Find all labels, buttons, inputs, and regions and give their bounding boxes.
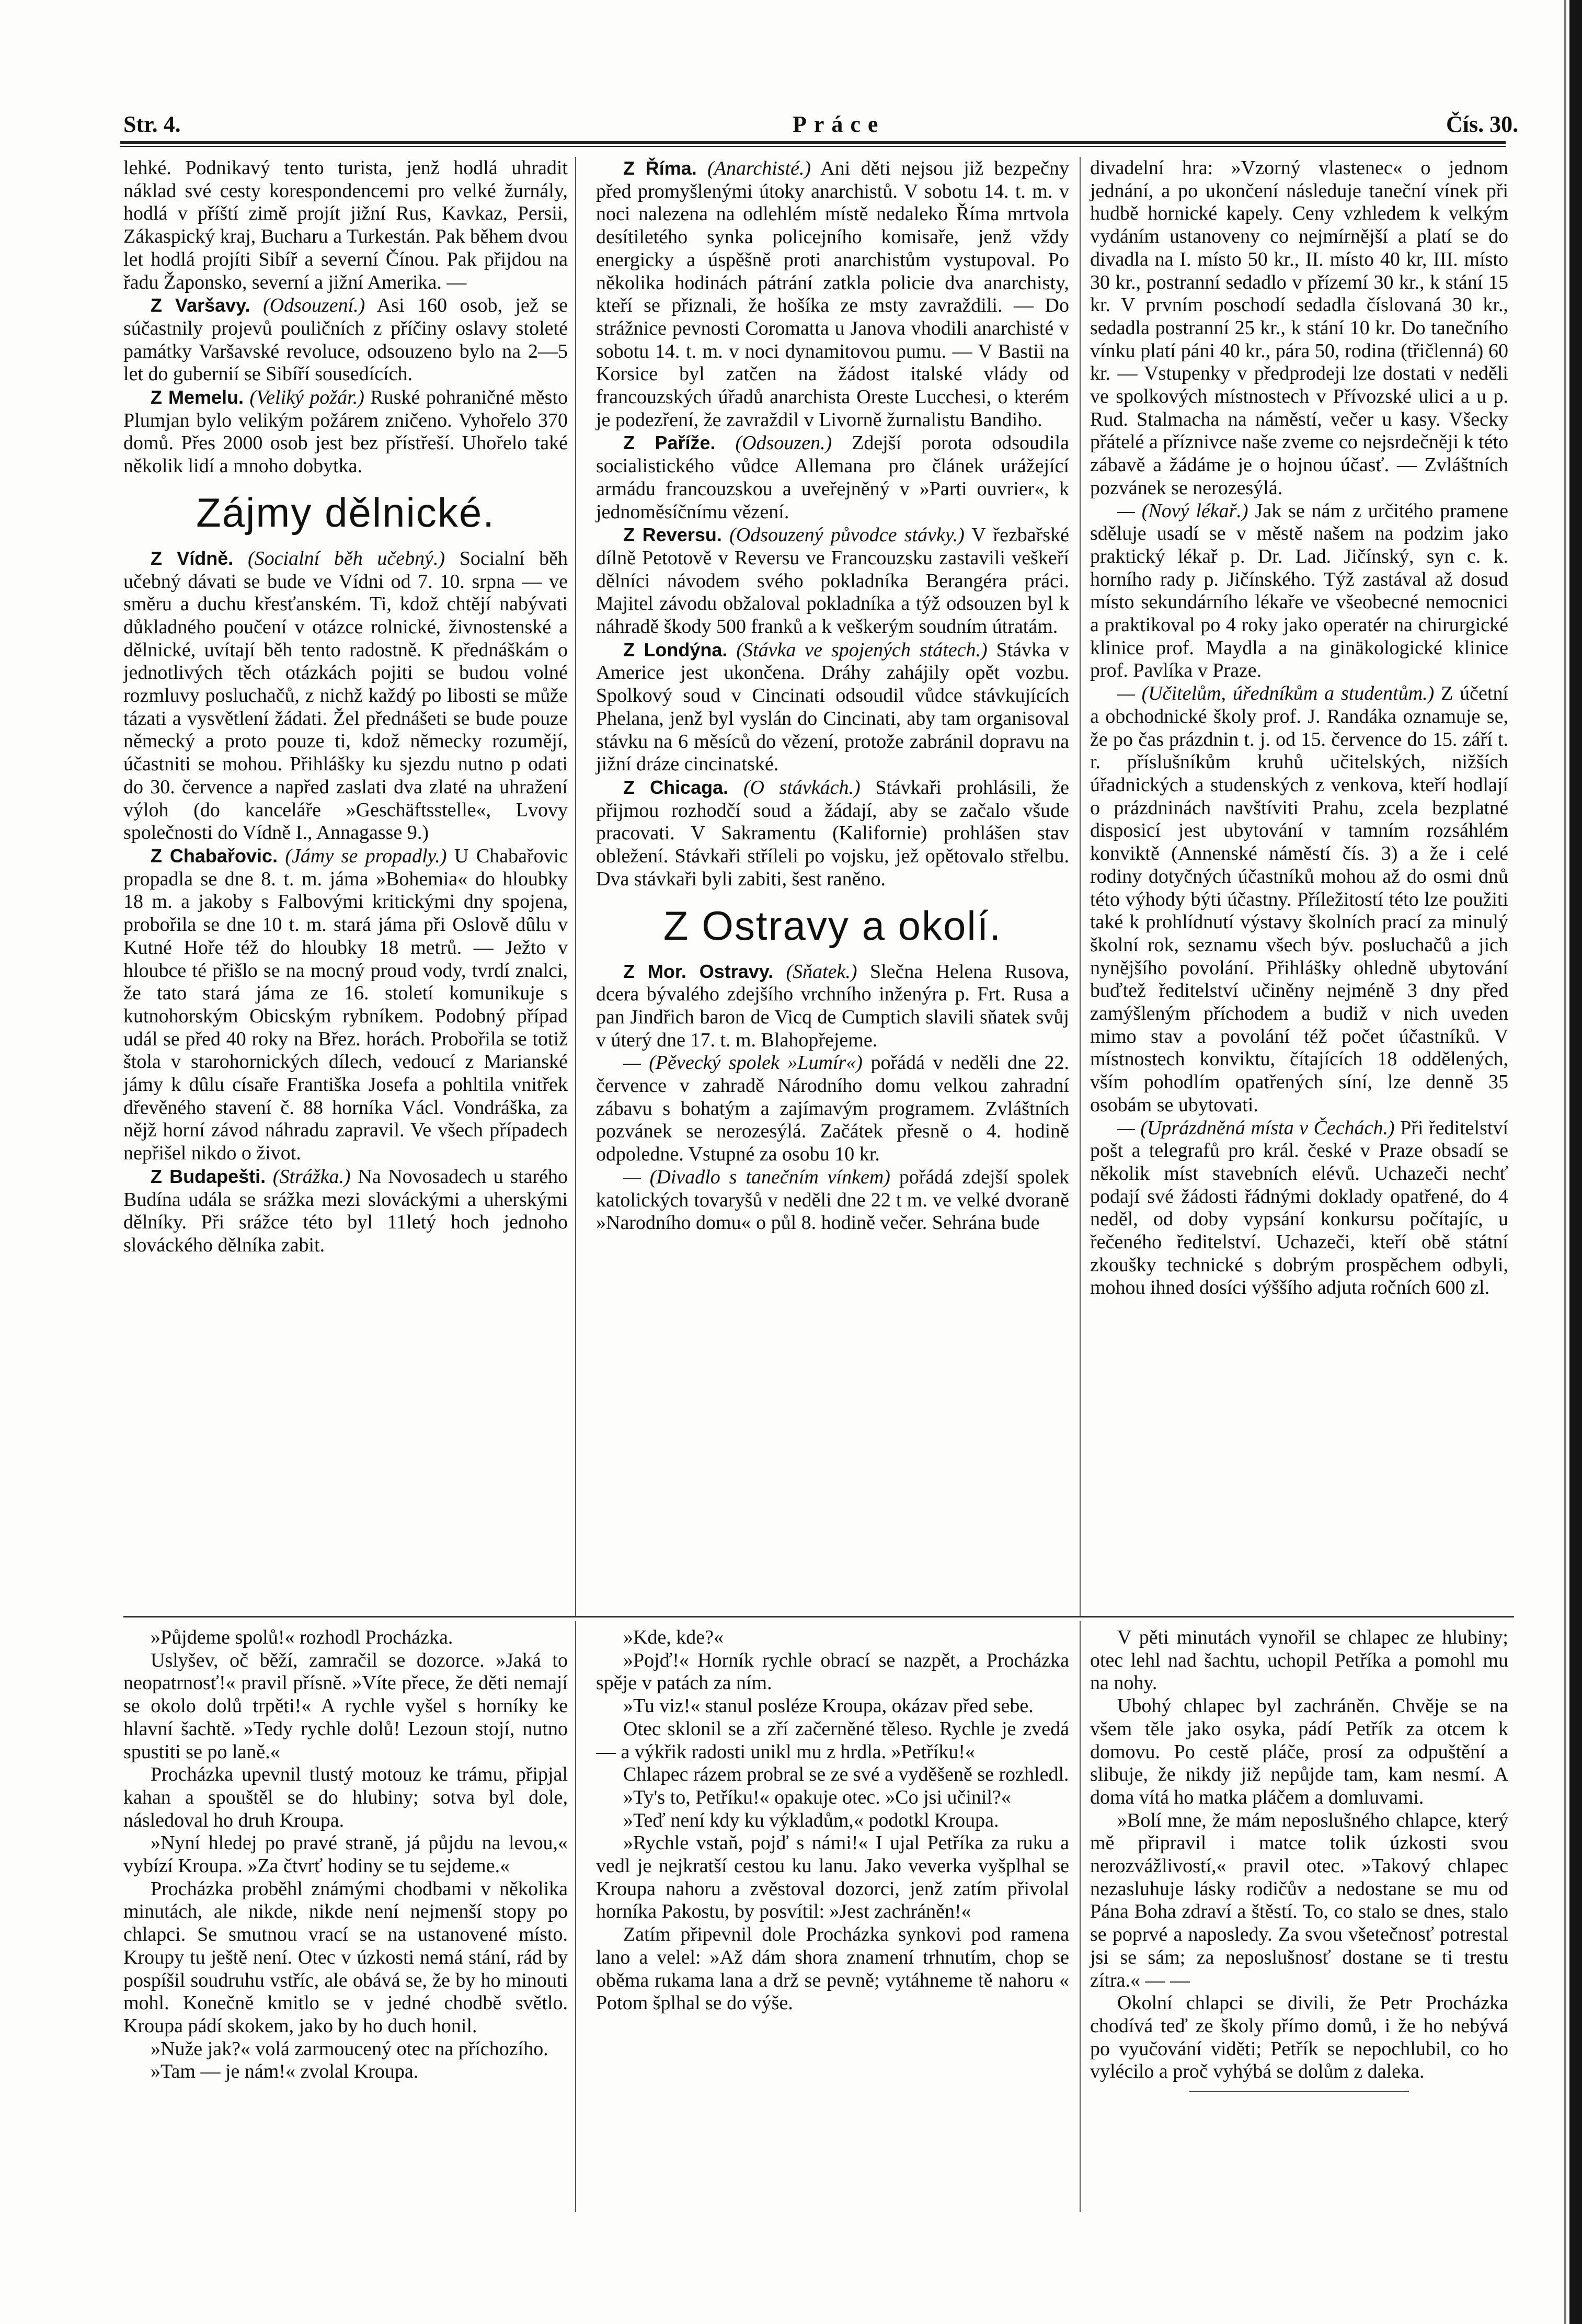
dateline: Z Londýna.: [623, 639, 728, 660]
article-subtitle: (Socialní běh učebný.): [247, 547, 445, 569]
article: [1090, 682, 1508, 1117]
article-text: Z účetní a obchodnické školy prof. J. Randáka oznamuje se, že po čas prázdnin t. j. od 15. července do 15. září t. r. příslušníkům kruhů učitelských, nižších úřadnických a studenských z venkova, kteří hodlají o prázdninách navštíviti Prahu, zcela bezplatné disposicí jest ubytování v tamním rozsáhlém konviktě (Annenské náměstí čís. 3) a že i celé rodiny dotyčných účastníků mohou až do osmi dnů této výhody býti účastny. Příležitostí této lze použiti také k prohlídnutí výstavy školních prací za minulý školní rok, seznamu všech býv. posluchačů a jich nynějšího povolání. Přihlášky ohledně ubytování buďtež ředitelství učiněny nejméně 3 dny před zamýšleným příchodem a budiž v nich uveden mimo stav a povolání též počet účastníků. V místnostech konviktu, čítajících 18 oddělených, vším pohodlím opatřených síní, lze denně 35 osobám se ubytovati.: [1090, 682, 1509, 1116]
article-text: Jak se nám z určitého pramene sděluje usadí se v městě našem na podzim jako praktický lékař p. Dr. Lad. Jičínský, syn c. k. horního rady p. Jičínského. Týž zastával až dosud místo sekundárního lékaře ve všeobecné nemocnici a praktikoval po 4 roky jako operatér na chirurgické klinice prof. Maydla a na ginäkologické klinice prof. Pavlíka v Praze.: [1090, 499, 1508, 682]
story-paragraph: »Nyní hledej po pravé straně, já půjdu na levou,« vybízí Kroupa. »Za čtvrť hodiny se tu sejdeme.«: [123, 1832, 568, 1877]
page-header: [123, 111, 1582, 142]
section-heading-labor: Zájmy dělnické.: [196, 489, 495, 536]
article-subtitle: — (Divadlo s tanečním vínkem): [623, 1166, 890, 1188]
article-text: lehké. Podnikavý tento turista, jenž hodlá uhradit náklad své cesty korespondencemi pro velké žurnály, hodlá v příští zimě projít jižní Rus, Kavkaz, Persii, Zákaspický kraj, Bucharu a Turkestán. Pak během dvou let hodlá projíti Sibíř a severní Čínou. Pak přijdou na řadu Žaponsko, severní a jižní Amerika. —: [123, 157, 568, 293]
story-column-2: [596, 1626, 1069, 2212]
feuilleton-rule: [123, 1616, 1514, 1617]
article-text: pořádá v neděli dne 22. července v zahradě Národního domu velkou zahradní zábavu s bohatým a zajímavým programem. Zvláštních pozvánek se nerozesýlá. Začátek přesně o 4. hodině odpoledne. Vstupné za osobu 10 kr.: [596, 1052, 1069, 1166]
column-divider: [1080, 1621, 1081, 2212]
article-subtitle: (Odsouzení.): [263, 294, 365, 317]
article: [123, 294, 568, 386]
column-2: [596, 157, 1069, 1611]
article-subtitle: (Veliký požár.): [249, 386, 364, 409]
story-paragraph: Ubohý chlapec byl zachráněn. Chvěje se na všem těle jako osyka, pádí Petřík za otcem k domovu. Po cestě pláče, prosí za odpuštění a slibuje, že nikdy již nepůjde tam, kam nesmí. A doma vítá ho matka pláčem a domluvami.: [1090, 1695, 1508, 1808]
article-text: Socialní běh učebný dávati se bude ve Vídni od 7. 10. srpna — ve směru a duchu křesťanském. Ti, kdož chtějí nabývati důkladného poučení v otázce rolnické, živnostenské a dělnické, uvítají běh tento radostně. K přednáškám o jednotlivých těch otázkách pojiti se budou volné rozmluvy posluchačů, z nichž každý po libosti se může tázati a vysvětlení žádati. Žel přednášeti se bude pouze německý a proto pouze ti, kdož německy rozumějí, účastniti se mohou. Přihlášky ku sjezdu nutno p odati do 30. července a napřed zaslati dva zlaté na uhražení výloh (do kanceláře »Geschäftsstelle«, Lvovy společnosti do Vídně I., Annagasse 9.): [123, 547, 568, 844]
article-text: Zdejší porota odsoudila socialistického vůdce Allemana pro článek urážející armádu francouzskou a uveřejněný v »Parti ouvrier«, k jednoměsíčnímu vězení.: [596, 432, 1070, 523]
article-text: Slečna Helena Rusova, dcera bývalého zdejšího vrchního inženýra p. Frt. Rusa a pan Jindřich baron de Vicq de Cumptich slavili sňatek svůj v úterý dne 17. t. m. Blahopřejeme.: [596, 960, 1070, 1051]
article-text: Na Novosadech u starého Budína udála se srážka mezi slováckými a uherskými dělníky. Při srážce této byl 11letý hoch jednoho slováckého dělníka zabit.: [123, 1165, 568, 1256]
story-paragraph: Procházka upevnil tlustý motouz ke trámu, připjal kahan a spouštěl se do hlubiny; sotva byl dole, následoval ho druh Kroupa.: [123, 1763, 568, 1831]
dateline: Z Chabařovic.: [151, 845, 278, 867]
article-subtitle: (Odsouzen.): [735, 432, 832, 454]
article-text: U Chabařovic propadla se dne 8. t. m. jáma »Bohemia« do hloubky 18 m. a jakoby s Falbovými kritickými dny spojena, probořila se dne 10 t. m. stará jáma při Oslově dûlu v Kutné Hoře též do hloubky 18 metrů. — Ježto v hloubce té přišlo se na mocný proud vody, tvrdí znalci, že tato stará jáma ze 16. století komunikuje s kutnohorským Obicským rybníkem. Podobný případ udál se před 40 roky na Břez. horách. Probořila se totiž štola v starohornických dílech, vedoucí z Marianské jámy k dûlu císaře Františka Josefa a pohltila vnitřek dřevěného stavení č. 88 horníka Václ. Vondráška, za nějž horní závod náhradu zapravil. Ve všech případech nepřišel nikdo o život.: [123, 845, 568, 1165]
end-rule: [1189, 2091, 1409, 2092]
story-paragraph: »Tu viz!« stanul posléze Kroupa, okázav před sebe.: [623, 1695, 1034, 1717]
article: [596, 639, 1069, 776]
page-number: Str. 4.: [123, 111, 181, 137]
column-divider: [1080, 157, 1081, 1616]
article-subtitle: (Stávka ve spojených státech.): [736, 639, 988, 661]
article: [596, 960, 1069, 1052]
story-paragraph: Chlapec rázem probral se ze své a vyděšeně se rozhledl.: [623, 1763, 1069, 1786]
column-1: [123, 157, 568, 1611]
story-paragraph: »Teď není kdy ku výkladům,« podotkl Kroupa.: [623, 1809, 999, 1831]
story-paragraph: »Bolí mne, že mám neposlušného chlapce, který mě připravil i matce tolik úzkosti svou nerozvážlivostí,« pravil otec. »Takový chlapec nezasluhuje lásky rodičův a nedostane se mu od Pána Boha zdraví a štěstí. To, co stalo se dnes, stalo se poprvé a naposledy. Za svou všetečnosť potrestal jsi se sám; za neposlušnosť dostane se ti trestu zítra.« — —: [1090, 1809, 1508, 1991]
newspaper-title: Práce: [793, 111, 886, 137]
dateline: Z Memelu.: [151, 386, 244, 408]
story-paragraph: »Kde, kde?«: [623, 1626, 724, 1648]
column-3: [1090, 157, 1508, 1611]
article-subtitle: — (Uprázdněná místa v Čechách.): [1117, 1117, 1395, 1139]
article: [1090, 500, 1508, 683]
article-subtitle: (Anarchisté.): [707, 157, 811, 179]
article: [1090, 1117, 1508, 1300]
dateline: Z Varšavy.: [151, 294, 250, 316]
section-heading-ostrava: Z Ostravy a okolí.: [663, 902, 1002, 949]
article-subtitle: (Sňatek.): [786, 960, 857, 983]
article: [123, 547, 568, 845]
article: [596, 523, 1069, 639]
article: [596, 157, 1069, 431]
story-paragraph: »Půjdeme spolů!« rozhodl Procházka.: [151, 1626, 453, 1648]
article-text: V řezbařské dílně Petotově v Reversu ve Francouzsku zastavili veškeří dělníci návodem svého pokladníka Berangéra práci. Majitel závodu obžaloval pokladníka a týž odsouzen byl k náhradě škody 500 franků a k veškerým soudním útratám.: [596, 524, 1069, 638]
scan-edge: [1564, 0, 1566, 2324]
article-text: Při ředitelství pošt a telegrafů pro král. české v Praze obsadí se několik míst stavebních elévů. Uchazeči nechť podají své žádosti řádnými doklady opatřené, do 4 neděl, od doby vypsání konkursu počítajíc, u řečeného ředitelství. Uchazeči, kteří obě státní zkoušky technické s dobrým prospěchem odbyli, mohou ihned dosíci výššího adjuta ročních 600 zl.: [1090, 1117, 1509, 1299]
story-paragraph: Uslyšev, oč běží, zamračil se dozorce. »Jaká to neopatrnosť!« pravil přísně. »Víte přece, že děti nemají se okolo dolů trpěti!« A rychle vyšel s horníky ke hlavní šachtě. »Tedy rychle dolů! Lezoun stojí, nutno spustiti se po laně.«: [123, 1649, 568, 1763]
dateline: Z Vídně.: [151, 547, 234, 569]
story-paragraph: Okolní chlapci se divili, že Petr Procházka chodívá teď ze školy přímo domů, i že ho nebývá po vyučování viděti; Petřík se nepochlubil, co ho vylécilo a proč vyhýbá se dolům z daleka.: [1090, 1992, 1508, 2083]
story-paragraph: »Nuže jak?« volá zarmoucený otec na příchozího.: [151, 2037, 548, 2060]
story-paragraph: »Rychle vstaň, pojď s námi!« I ujal Petříka za ruku a vedl je nejkratší cestou ku lanu. Jako veverka vyšplhal se Kroupa nahoru a zvěstoval dozorci, jenž zatím přivolal horníka Pakostu, by posvítil: »Jest zachráněn!«: [596, 1832, 1069, 1923]
story-paragraph: »Ty's to, Petříku!« opakuje otec. »Co jsi učinil?«: [623, 1786, 1011, 1808]
article-subtitle: (O stávkách.): [743, 776, 861, 799]
story-paragraph: »Tam — je nám!« zvolal Kroupa.: [151, 2060, 419, 2083]
dateline: Z Chicaga.: [623, 776, 729, 798]
story-column-1: [123, 1626, 568, 2212]
article-text: Stávka v Americe jest ukončena. Dráhy zahájily opět vozbu. Spolkový soud v Cincinati odsoudil vůdce stávkujících Phelana, jenž byl vyslán do Cincinati, aby tam organisoval stávku na 6 měsíců do vězení, protože zabránil dopravu na jižní dráze cincinatské.: [596, 639, 1069, 776]
story-paragraph: Otec sklonil se a zří začerněné těleso. Rychle je zvedá — a výkřik radosti unikl mu z hrdla. »Petříku!«: [596, 1717, 1069, 1763]
dateline: Z Reversu.: [623, 524, 722, 546]
article-text: Ani děti nejsou již bezpečny před promyšlenými útoky anarchistů. V sobotu 14. t. m. v noci nalezena na odlehlém místě nedaleko Říma mrtvola desítiletého synka policejního komisaře, jenž vždy energicky a úspěšně proti anarchistům vystupoval. Po několika hodinách pátrání zatkla policie dva anarchisty, kteří se přiznali, že hošíka ze msty zavraždili. — Do strážnice pevnosti Coromatta u Janova vhodili anarchisté v sobotu 14. t. m. v noci dynamitovou pumu. — V Bastii na Korsice byl zatčen na žádost italské vlády od francouzských úřadů anarchista Oreste Lucchesi, o kterém je podezření, že zavraždil v Livorně žurnalistu Bandiho.: [596, 157, 1070, 431]
article: [596, 776, 1069, 891]
article: [123, 386, 568, 478]
article-subtitle: — (Učitelům, úředníkům a studentům.): [1117, 682, 1435, 705]
article: [596, 1166, 1069, 1235]
dateline: Z Mor. Ostravy.: [623, 960, 774, 982]
dateline: Z Paříže.: [623, 432, 716, 454]
article-subtitle: (Odsouzený původce stávky.): [729, 524, 965, 546]
article-text: Stávkaři prohlásili, že přijmou rozhodčí soud a žádají, aby se začalo všude pracovati. V Sakramentu (Kalifornie) prohlášen stav obležení. Stávkaři stříleli po vojsku, jež opětovalo střelbu. Dva stávkaři byli zabiti, šest raněno.: [596, 776, 1069, 890]
scan-border: [1569, 0, 1582, 2324]
dateline: Z Říma.: [623, 157, 697, 179]
article: [596, 1052, 1069, 1166]
header-rule: [120, 141, 1506, 144]
article-text: Ruské pohraničné město Plumjan bylo velikým požárem zničeno. Vyhořelo 370 domů. Přes 2000 osob jest bez přístřeší. Uhořelo také několik lidí a mnoho dobytka.: [123, 386, 568, 477]
column-divider: [575, 1621, 576, 2212]
issue-number: Čís. 30.: [1446, 111, 1519, 137]
story-paragraph: Zatím připevnil dole Procházka synkovi pod ramena lano a velel: »Až dám shora znamení trhnutím, chop se oběma rukama lana a drž se pevně; vytáhneme tě nahoru « Potom šplhal se do výše.: [596, 1923, 1069, 2014]
article-text: divadelní hra: »Vzorný vlastenec« o jednom jednání, a po ukončení následuje taneční vínek při hudbě hornické kapely. Ceny vzhledem k velkým vydáním ustanoveny co nejmírnější a platí se do divadla na I. místo 50 kr., II. místo 40 kr, III. místo 30 kr., postranní sedadlo v přízemí 30 kr., k stání 15 kr. V prvním poschodí sedadla číslovaná 30 kr., sedadla postranní 25 kr., k stání 10 kr. Do tanečního vínku platí páni 40 kr., pára 50, rodina (třičlenná) 60 kr. — Vstupenky v předprodeji lze dostati v neděli ve spolkových místnostech v Přívozské ulici a u p. Rud. Stalmacha na náměstí, večer u kasy. Všecky přátelé a příznivce naše zveme co nejsrdečněji k této zábavě a žádáme je o hojnou účasť. — Zvláštních pozvánek se nerozesýlá.: [1090, 157, 1508, 499]
article: [596, 431, 1069, 523]
story-paragraph: V pěti minutách vynořil se chlapec ze hlubiny; otec lehl nad šachtu, uchopil Petříka a pomohl mu na nohy.: [1090, 1626, 1508, 1694]
article: [123, 845, 568, 1165]
article-subtitle: — (Nový lékař.): [1117, 499, 1248, 522]
article-text: pořádá zdejší spolek katolických tovaryšů v neděli dne 22 t m. ve velké dvoraně »Narodního domu« o půl 8. hodině večer. Sehrána bude: [596, 1166, 1069, 1234]
article: [123, 1165, 568, 1257]
article-subtitle: (Strážka.): [272, 1165, 351, 1188]
story-paragraph: Procházka proběhl známými chodbami v několika minutách, ale nikde, nikde není nejmenší stopy po chlapci. Se smutnou vrací se na ustanovené místo. Kroupy tu ještě není. Otec v úzkosti nemá stání, rád by pospíšil soudruhu vstříc, ale obává se, že by ho minouti mohl. Konečně kmitlo se v jedné chodbě světlo. Kroupa pádí skokem, jako by ho duch honil.: [123, 1877, 568, 2037]
story-paragraph: »Pojď!« Horník rychle obrací se nazpět, a Procházka spěje v patách za ním.: [596, 1649, 1069, 1694]
article-subtitle: — (Pěvecký spolek »Lumír«): [623, 1052, 863, 1074]
column-divider: [575, 157, 576, 1616]
header-rule-thin: [120, 146, 1506, 147]
story-column-3: [1090, 1626, 1508, 2212]
article-subtitle: (Jámy se propadly.): [285, 845, 447, 867]
dateline: Z Budapešti.: [151, 1165, 266, 1187]
article-text: Asi 160 osob, jež se súčastnily projevů pouličních z příčiny oslavy stoleté památky Varšavské revoluce, odsouzeno bylo na 2—5 let do gubernií se Sibíří sousedících.: [123, 294, 568, 385]
